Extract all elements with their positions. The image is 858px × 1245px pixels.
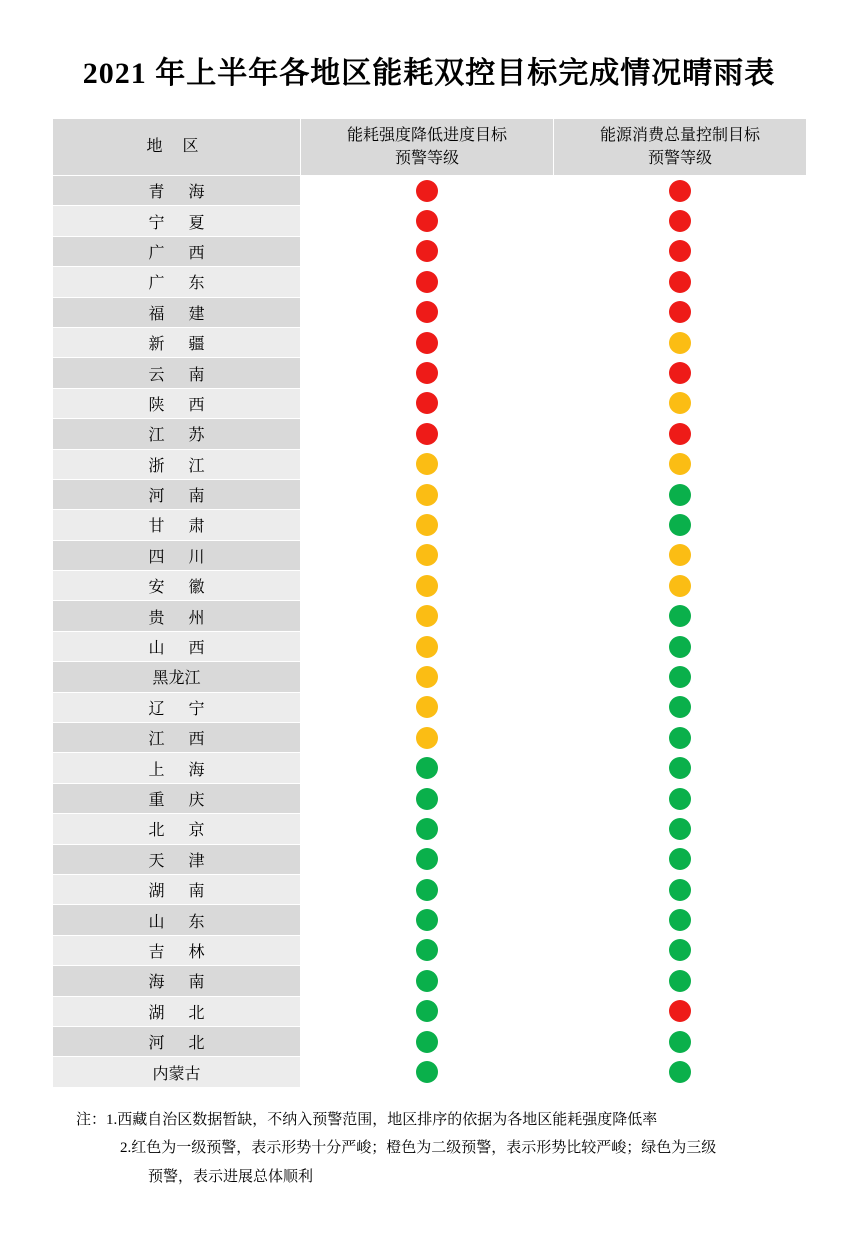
- total-warning-cell: [554, 327, 807, 357]
- notes-block: [52, 1106, 806, 1192]
- intensity-warning-cell: [301, 236, 554, 266]
- total-warning-dot: [669, 909, 691, 931]
- region-label: 安 徽: [148, 579, 215, 597]
- table-row: [53, 327, 807, 357]
- total-warning-cell: [554, 996, 807, 1026]
- intensity-warning-cell: [301, 176, 554, 206]
- header-intensity-line2: 预警等级: [394, 150, 459, 167]
- total-warning-cell: [554, 388, 807, 418]
- total-warning-dot: [669, 484, 691, 506]
- region-label: 湖 北: [148, 1004, 215, 1022]
- intensity-warning-dot: [416, 332, 438, 354]
- table-row: [53, 297, 807, 327]
- total-warning-cell: [554, 540, 807, 570]
- table-row: [53, 814, 807, 844]
- region-label: 湖 南: [148, 883, 215, 901]
- region-cell: [53, 327, 301, 357]
- intensity-warning-dot: [416, 423, 438, 445]
- table-row: [53, 267, 807, 297]
- total-warning-dot: [669, 544, 691, 566]
- intensity-warning-dot: [416, 544, 438, 566]
- region-label: 海 南: [148, 974, 215, 992]
- region-cell: [53, 297, 301, 327]
- region-cell: [53, 388, 301, 418]
- header-total-line2: 预警等级: [647, 150, 712, 167]
- region-label: 山 东: [148, 913, 215, 931]
- region-label: 江 苏: [148, 427, 215, 445]
- intensity-warning-dot: [416, 636, 438, 658]
- intensity-warning-dot: [416, 727, 438, 749]
- table-header-row: [53, 119, 807, 176]
- table-row: [53, 601, 807, 631]
- region-cell: [53, 267, 301, 297]
- intensity-warning-dot: [416, 939, 438, 961]
- intensity-warning-cell: [301, 874, 554, 904]
- total-warning-dot: [669, 1000, 691, 1022]
- intensity-warning-dot: [416, 271, 438, 293]
- total-warning-cell: [554, 966, 807, 996]
- region-cell: [53, 996, 301, 1026]
- region-cell: [53, 814, 301, 844]
- region-cell: [53, 479, 301, 509]
- region-label: 天 津: [148, 852, 215, 870]
- region-cell: [53, 358, 301, 388]
- total-warning-dot: [669, 970, 691, 992]
- intensity-warning-dot: [416, 575, 438, 597]
- intensity-warning-dot: [416, 788, 438, 810]
- total-warning-cell: [554, 631, 807, 661]
- region-cell: [53, 662, 301, 692]
- table-row: [53, 783, 807, 813]
- page-title: 2021 年上半年各地区能耗双控目标完成情况晴雨表: [82, 57, 776, 90]
- region-label: 陕 西: [148, 396, 215, 414]
- total-warning-dot: [669, 605, 691, 627]
- note-line-2: 2.红色为一级预警，表示形势十分严峻；橙色为二级预警，表示形势比较严峻；绿色为三级: [120, 1140, 717, 1157]
- intensity-warning-dot: [416, 909, 438, 931]
- header-cell-total: [554, 119, 807, 176]
- intensity-warning-cell: [301, 753, 554, 783]
- intensity-warning-cell: [301, 905, 554, 935]
- intensity-warning-cell: [301, 631, 554, 661]
- region-cell: [53, 783, 301, 813]
- region-label: 黑龙江: [152, 670, 201, 688]
- region-label: 福 建: [148, 305, 215, 323]
- region-label: 内蒙古: [152, 1065, 201, 1083]
- region-cell: [53, 540, 301, 570]
- intensity-warning-cell: [301, 1057, 554, 1087]
- region-cell: [53, 1026, 301, 1056]
- intensity-warning-cell: [301, 844, 554, 874]
- region-cell: [53, 601, 301, 631]
- region-label: 北 京: [148, 822, 215, 840]
- total-warning-cell: [554, 723, 807, 753]
- table-row: [53, 388, 807, 418]
- table-row: [53, 844, 807, 874]
- total-warning-dot: [669, 727, 691, 749]
- total-warning-cell: [554, 358, 807, 388]
- table-row: [53, 419, 807, 449]
- total-warning-dot: [669, 514, 691, 536]
- total-warning-dot: [669, 636, 691, 658]
- total-warning-cell: [554, 236, 807, 266]
- intensity-warning-cell: [301, 996, 554, 1026]
- intensity-warning-dot: [416, 848, 438, 870]
- header-total-line1: 能源消费总量控制目标: [599, 126, 760, 144]
- intensity-warning-cell: [301, 267, 554, 297]
- region-label: 广 西: [148, 244, 215, 262]
- total-warning-cell: [554, 1026, 807, 1056]
- intensity-warning-dot: [416, 1031, 438, 1053]
- header-cell-intensity: [301, 119, 554, 176]
- intensity-warning-dot: [416, 879, 438, 901]
- document-page: [0, 48, 858, 1245]
- total-warning-dot: [669, 423, 691, 445]
- total-warning-dot: [669, 332, 691, 354]
- table-row: [53, 753, 807, 783]
- energy-warning-table: [52, 118, 807, 1088]
- note-line-3: 预警，表示进展总体顺利: [148, 1168, 314, 1185]
- table-row: [53, 905, 807, 935]
- intensity-warning-cell: [301, 479, 554, 509]
- total-warning-cell: [554, 449, 807, 479]
- intensity-warning-cell: [301, 1026, 554, 1056]
- total-warning-dot: [669, 757, 691, 779]
- intensity-warning-cell: [301, 510, 554, 540]
- intensity-warning-dot: [416, 180, 438, 202]
- total-warning-dot: [669, 1061, 691, 1083]
- region-label: 重 庆: [148, 792, 215, 809]
- region-cell: [53, 236, 301, 266]
- table-row: [53, 966, 807, 996]
- intensity-warning-dot: [416, 970, 438, 992]
- total-warning-dot: [669, 362, 691, 384]
- table-row: [53, 358, 807, 388]
- total-warning-cell: [554, 297, 807, 327]
- intensity-warning-dot: [416, 210, 438, 232]
- table-row: [53, 631, 807, 661]
- table-row: [53, 449, 807, 479]
- intensity-warning-cell: [301, 449, 554, 479]
- region-cell: [53, 206, 301, 236]
- total-warning-cell: [554, 176, 807, 206]
- region-label: 吉 林: [148, 943, 215, 961]
- intensity-warning-cell: [301, 935, 554, 965]
- total-warning-dot: [669, 696, 691, 718]
- intensity-warning-cell: [301, 327, 554, 357]
- region-cell: [53, 176, 301, 206]
- total-warning-dot: [669, 879, 691, 901]
- total-warning-dot: [669, 210, 691, 232]
- region-label: 浙 江: [148, 457, 215, 475]
- region-label: 上 海: [148, 761, 215, 779]
- total-warning-dot: [669, 301, 691, 323]
- header-intensity-line1: 能耗强度降低进度目标: [346, 126, 507, 144]
- region-cell: [53, 631, 301, 661]
- region-cell: [53, 510, 301, 540]
- region-cell: [53, 723, 301, 753]
- table-row: [53, 1057, 807, 1087]
- region-cell: [53, 753, 301, 783]
- total-warning-cell: [554, 753, 807, 783]
- table-row: [53, 176, 807, 206]
- total-warning-cell: [554, 874, 807, 904]
- region-cell: [53, 966, 301, 996]
- total-warning-dot: [669, 788, 691, 810]
- total-warning-dot: [669, 453, 691, 475]
- table-row: [53, 479, 807, 509]
- table-row: [53, 571, 807, 601]
- intensity-warning-cell: [301, 662, 554, 692]
- header-region-label: 地 区: [146, 138, 207, 156]
- region-cell: [53, 571, 301, 601]
- intensity-warning-cell: [301, 814, 554, 844]
- intensity-warning-dot: [416, 484, 438, 506]
- total-warning-cell: [554, 783, 807, 813]
- intensity-warning-cell: [301, 783, 554, 813]
- region-label: 宁 夏: [148, 214, 215, 232]
- intensity-warning-dot: [416, 453, 438, 475]
- region-label: 新 疆: [148, 336, 215, 354]
- total-warning-dot: [669, 240, 691, 262]
- intensity-warning-cell: [301, 571, 554, 601]
- region-label: 河 北: [148, 1035, 215, 1053]
- table-row: [53, 662, 807, 692]
- total-warning-cell: [554, 844, 807, 874]
- table-row: [53, 935, 807, 965]
- intensity-warning-cell: [301, 388, 554, 418]
- table-row: [53, 236, 807, 266]
- table-row: [53, 723, 807, 753]
- intensity-warning-dot: [416, 301, 438, 323]
- intensity-warning-dot: [416, 1061, 438, 1083]
- region-cell: [53, 935, 301, 965]
- total-warning-dot: [669, 939, 691, 961]
- intensity-warning-cell: [301, 723, 554, 753]
- region-cell: [53, 844, 301, 874]
- total-warning-dot: [669, 848, 691, 870]
- intensity-warning-cell: [301, 540, 554, 570]
- total-warning-dot: [669, 392, 691, 414]
- table-row: [53, 206, 807, 236]
- intensity-warning-dot: [416, 757, 438, 779]
- intensity-warning-dot: [416, 605, 438, 627]
- region-label: 广 东: [148, 275, 215, 293]
- total-warning-dot: [669, 180, 691, 202]
- total-warning-cell: [554, 814, 807, 844]
- total-warning-cell: [554, 1057, 807, 1087]
- intensity-warning-dot: [416, 392, 438, 414]
- region-cell: [53, 692, 301, 722]
- region-label: 四 川: [148, 548, 215, 566]
- region-label: 辽 宁: [148, 700, 215, 718]
- region-label: 云 南: [148, 366, 215, 384]
- total-warning-cell: [554, 510, 807, 540]
- table-row: [53, 540, 807, 570]
- region-label: 甘 肃: [148, 518, 215, 536]
- region-label: 江 西: [148, 731, 215, 749]
- intensity-warning-dot: [416, 362, 438, 384]
- intensity-warning-cell: [301, 692, 554, 722]
- total-warning-dot: [669, 666, 691, 688]
- total-warning-cell: [554, 905, 807, 935]
- region-cell: [53, 874, 301, 904]
- intensity-warning-dot: [416, 1000, 438, 1022]
- total-warning-dot: [669, 575, 691, 597]
- region-label: 河 南: [148, 488, 215, 506]
- intensity-warning-cell: [301, 419, 554, 449]
- total-warning-cell: [554, 206, 807, 236]
- total-warning-cell: [554, 692, 807, 722]
- region-cell: [53, 449, 301, 479]
- region-cell: [53, 419, 301, 449]
- total-warning-cell: [554, 419, 807, 449]
- intensity-warning-dot: [416, 240, 438, 262]
- note-line-1: 注：1.西藏自治区数据暂缺，不纳入预警范围，地区排序的依据为各地区能耗强度降低率: [76, 1111, 658, 1128]
- total-warning-cell: [554, 601, 807, 631]
- table-row: [53, 510, 807, 540]
- total-warning-dot: [669, 818, 691, 840]
- intensity-warning-dot: [416, 818, 438, 840]
- region-label: 贵 州: [148, 609, 215, 627]
- total-warning-cell: [554, 571, 807, 601]
- region-label: 青 海: [148, 184, 215, 202]
- total-warning-dot: [669, 271, 691, 293]
- intensity-warning-dot: [416, 666, 438, 688]
- region-cell: [53, 905, 301, 935]
- table-row: [53, 874, 807, 904]
- table-row: [53, 1026, 807, 1056]
- intensity-warning-dot: [416, 514, 438, 536]
- table-row: [53, 996, 807, 1026]
- total-warning-cell: [554, 479, 807, 509]
- total-warning-cell: [554, 267, 807, 297]
- intensity-warning-dot: [416, 696, 438, 718]
- intensity-warning-cell: [301, 297, 554, 327]
- intensity-warning-cell: [301, 966, 554, 996]
- region-cell: [53, 1057, 301, 1087]
- region-label: 山 西: [148, 640, 215, 658]
- total-warning-cell: [554, 935, 807, 965]
- total-warning-dot: [669, 1031, 691, 1053]
- intensity-warning-cell: [301, 358, 554, 388]
- header-cell-region: [53, 119, 301, 176]
- intensity-warning-cell: [301, 206, 554, 236]
- total-warning-cell: [554, 662, 807, 692]
- intensity-warning-cell: [301, 601, 554, 631]
- table-row: [53, 692, 807, 722]
